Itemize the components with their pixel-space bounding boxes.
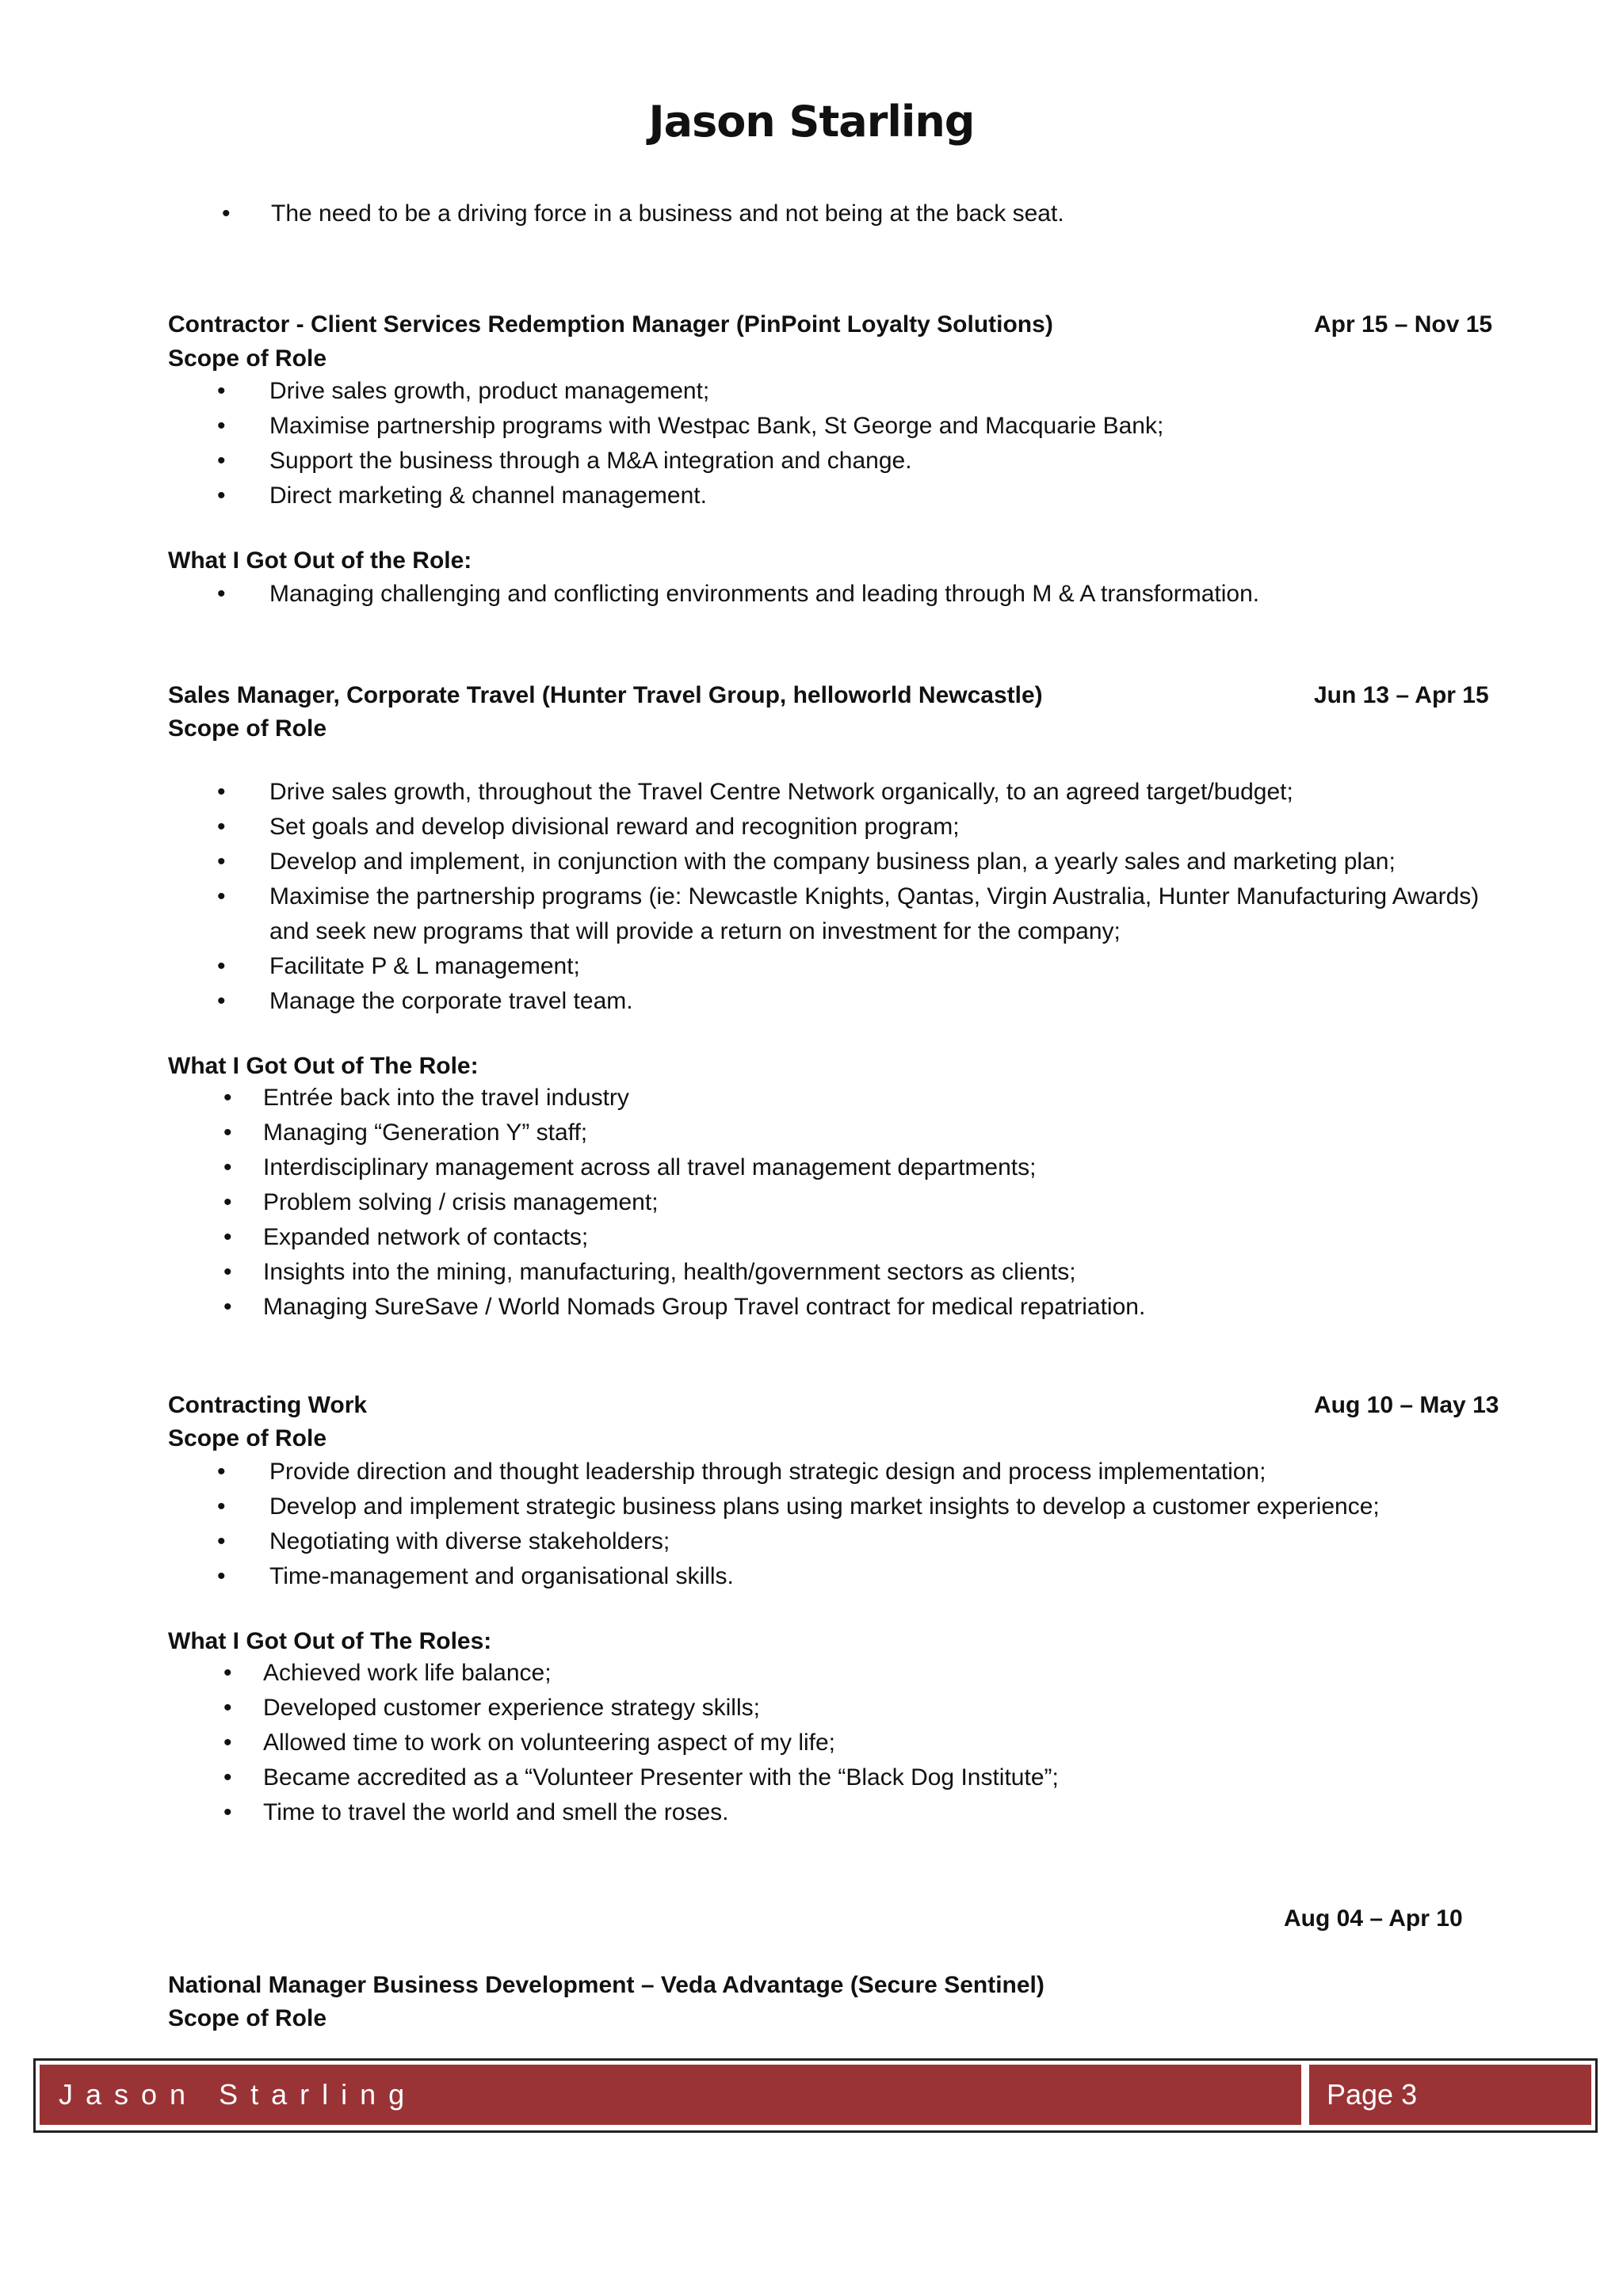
job-title: Contractor - Client Services Redemption Manager (PinPoint Loyalty Solutions) [168, 311, 1053, 338]
job-title: Contracting Work [168, 1392, 368, 1418]
bullet-icon: • [217, 448, 226, 474]
bullet-icon: • [217, 988, 226, 1014]
scope-heading: Scope of Role [168, 1425, 327, 1451]
bullet-icon: • [223, 1085, 232, 1111]
bullet-icon: • [223, 1799, 232, 1825]
bullet-icon: • [223, 1294, 232, 1320]
bullet-icon: • [217, 814, 226, 840]
scope-heading: Scope of Role [168, 2005, 327, 2031]
bullet-icon: • [223, 1764, 232, 1791]
bullet-icon: • [217, 849, 226, 875]
job-dates: Apr 15 – Nov 15 [1314, 311, 1493, 338]
bullet-icon: • [223, 1660, 232, 1686]
scope-heading: Scope of Role [168, 345, 327, 372]
footer-page-number: Page 3 [1309, 2065, 1591, 2125]
job-title: National Manager Business Development – Veda Advantage (Secure Sentinel) [168, 1972, 1044, 1998]
job-dates: Jun 13 – Apr 15 [1314, 682, 1489, 708]
bullet-icon: • [217, 1563, 226, 1589]
bullet-icon: • [217, 1493, 226, 1520]
job-dates: Aug 10 – May 13 [1314, 1392, 1499, 1418]
got-heading: What I Got Out of the Role: [168, 547, 472, 574]
bullet-icon: • [217, 953, 226, 979]
scope-heading: Scope of Role [168, 715, 327, 742]
bullet-icon: • [222, 200, 231, 227]
bullet-icon: • [217, 1459, 226, 1485]
got-heading: What I Got Out of The Role: [168, 1053, 479, 1079]
got-heading: What I Got Out of The Roles: [168, 1628, 492, 1654]
bullet-icon: • [217, 883, 226, 910]
bullet-icon: • [217, 1528, 226, 1554]
bullet-icon: • [217, 779, 226, 805]
bullet-icon: • [223, 1224, 232, 1250]
bullet-icon: • [223, 1154, 232, 1180]
bullet-icon: • [217, 378, 226, 404]
bullet-icon: • [223, 1730, 232, 1756]
page-title: Jason Starling [648, 97, 975, 147]
job-dates: Aug 04 – Apr 10 [1284, 1905, 1463, 1932]
bullet-icon: • [217, 482, 226, 509]
bullet-icon: • [223, 1119, 232, 1146]
bullet-icon: • [223, 1259, 232, 1285]
footer-name: Jason Starling [40, 2065, 1301, 2125]
bullet-icon: • [217, 581, 226, 607]
bullet-icon: • [223, 1695, 232, 1721]
bullet-icon: • [217, 413, 226, 439]
job-title: Sales Manager, Corporate Travel (Hunter Travel Group, helloworld Newcastle) [168, 682, 1043, 708]
bullet-icon: • [223, 1189, 232, 1215]
